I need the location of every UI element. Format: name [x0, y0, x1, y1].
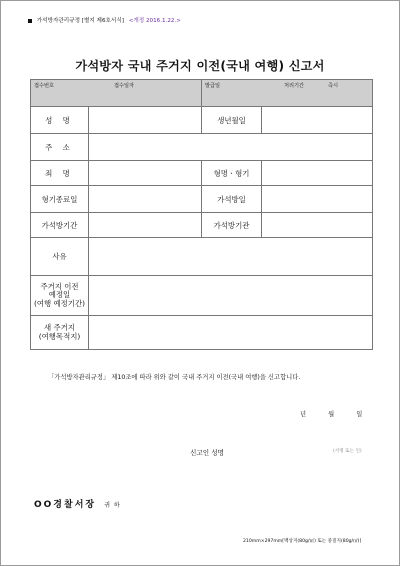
name-field[interactable]: [89, 107, 202, 134]
crime-row: [31, 161, 373, 186]
report-form-table: [30, 79, 373, 350]
address-field[interactable]: [89, 134, 373, 161]
reason-row: [31, 238, 373, 276]
parole-office-label: 가석방기관: [202, 213, 262, 238]
issue-split: [205, 82, 372, 89]
parole-office-field[interactable]: [262, 213, 373, 238]
square-bullet-icon: [28, 19, 32, 23]
form-reference: 가석방자관리규정 [별지 제6호서식]: [36, 18, 124, 24]
paper-spec-footer: 210mm×297mm[백상지(80g/㎡) 또는 중질지(80g/㎡)]: [243, 539, 362, 544]
revision-note: <개정 2016.1.22.>: [128, 18, 181, 24]
reason-label: 사유: [31, 238, 89, 276]
day-label: 일: [356, 411, 363, 418]
form-reference-header: [28, 16, 181, 24]
end-date-field[interactable]: [89, 186, 202, 213]
parole-period-field[interactable]: [89, 213, 202, 238]
new-address-row: [31, 316, 373, 350]
address-row: [31, 134, 373, 161]
recipient-line: [34, 497, 121, 510]
new-address-field[interactable]: [89, 316, 373, 350]
crime-field[interactable]: [89, 161, 202, 186]
receipt-number-label: 접수번호: [34, 83, 55, 89]
receipt-split: [34, 82, 201, 89]
recipient-suffix: 귀 하: [104, 502, 121, 509]
move-date-label-line2: 예정일: [48, 290, 71, 300]
birth-field[interactable]: [262, 107, 373, 134]
parole-period-label: 가석방기간: [31, 213, 89, 238]
date-line: [300, 409, 382, 418]
name-label: 성 명: [31, 107, 89, 134]
page-title: 가석방자 국내 주거지 이전(국내 여행) 신고서: [75, 59, 325, 73]
move-date-field[interactable]: [89, 276, 373, 316]
new-address-label-line2: (여행목적지): [38, 331, 81, 341]
signature-mark[interactable]: (서명 또는 인): [333, 449, 362, 454]
move-date-row: [31, 276, 373, 316]
receipt-number-cell: [31, 80, 202, 107]
end-date-row: [31, 186, 373, 213]
declaration-statement: 「가석방자관리규정」 제10조에 따라 위와 같이 국내 주거지 이전(국내 여행)을 신고합니다.: [48, 374, 301, 381]
receipt-date-label: 접수일자: [114, 83, 135, 89]
new-address-label-line1: 새 주거지: [44, 323, 75, 333]
move-date-label-line1: 주거지 이전: [40, 281, 79, 291]
name-row: [31, 107, 373, 134]
address-label: 주 소: [31, 134, 89, 161]
move-date-label-line3: (여행 예정기간): [34, 298, 85, 308]
crime-label: 죄 명: [31, 161, 89, 186]
recipient-name: OO경찰서장: [34, 500, 97, 510]
month-label: 월: [328, 411, 335, 418]
parole-date-label: 가석방일: [202, 186, 262, 213]
move-date-label: [31, 276, 89, 316]
processing-period-value: 즉시: [328, 83, 339, 89]
receipt-row: [31, 80, 373, 107]
parole-date-field[interactable]: [262, 186, 373, 213]
year-label: 년: [300, 411, 307, 418]
sentence-field[interactable]: [262, 161, 373, 186]
end-date-label: 형기종료일: [31, 186, 89, 213]
sentence-label: 형명ㆍ형기: [202, 161, 262, 186]
birth-label: 생년월일: [202, 107, 262, 134]
new-address-label: [31, 316, 89, 350]
issue-date-label: 발급일: [205, 83, 221, 89]
issue-cell: [202, 80, 373, 107]
reason-field[interactable]: [89, 238, 373, 276]
signer-name-label: 신고인 성명: [190, 449, 224, 457]
processing-period-label: 처리기간: [284, 83, 305, 89]
parole-period-row: [31, 213, 373, 238]
